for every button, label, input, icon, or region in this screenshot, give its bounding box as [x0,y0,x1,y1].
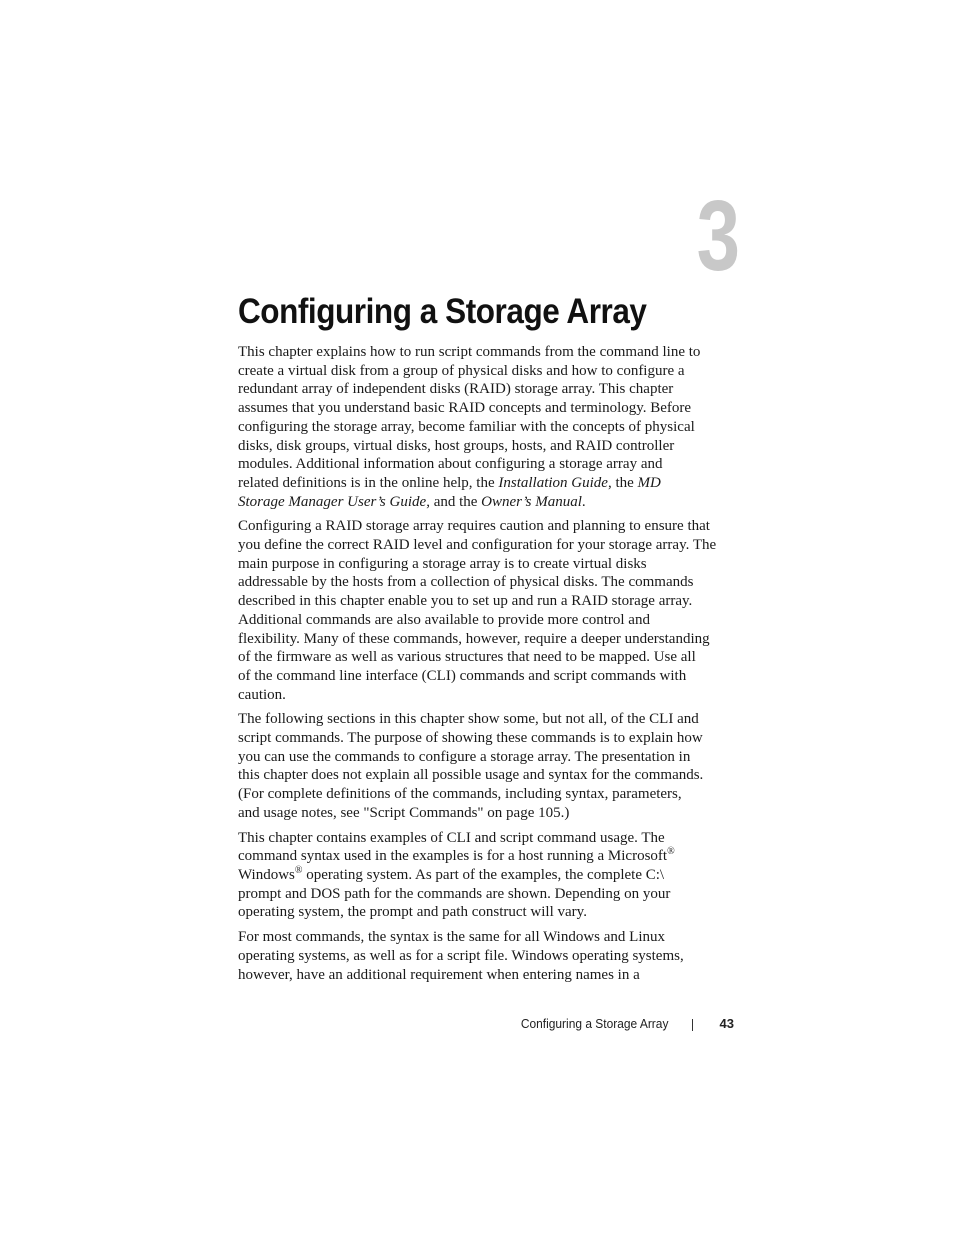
text-run: this chapter does not explain all possible usage and syntax for the commands. [238,767,704,784]
text-run: configuring the storage array, become familiar with the concepts of physical [238,418,695,435]
italic-title: Owner’s Manual [481,493,582,510]
text-line [238,903,738,922]
text-run: prompt and DOS path for the commands are shown. Depending on your [238,885,671,902]
text-run: Configuring a RAID storage array requires caution and planning to ensure that [238,518,710,535]
text-line [238,474,738,493]
text-line [238,667,738,686]
italic-title: MD [637,474,661,491]
text-line [238,573,738,592]
text-line [238,885,738,904]
registered-mark: ® [667,846,675,858]
text-run: main purpose in configuring a storage array is to create virtual disks [238,555,647,572]
text-line [238,517,738,536]
text-run: however, have an additional requirement when entering names in a [238,966,640,983]
text-line [238,592,738,611]
text-run: Windows [238,866,295,883]
text-line [238,785,738,804]
text-run: operating systems, as well as for a script file. Windows operating systems, [238,947,684,964]
text-line [238,437,738,456]
text-line [238,766,738,785]
text-line [238,866,738,885]
text-run: , the [607,474,638,491]
text-run: redundant array of independent disks (RAID) storage array. This chapter [238,381,674,398]
text-run: flexibility. Many of these commands, however, require a deeper understanding [238,630,710,647]
paragraph [238,928,738,984]
text-run: described in this chapter enable you to set up and run a RAID storage array. [238,593,693,610]
text-line [238,536,738,555]
text-line [238,847,738,866]
text-run: For most commands, the syntax is the same for all Windows and Linux [238,929,665,946]
italic-title: Storage Manager User’s Guide [238,493,427,510]
text-run: . [581,493,586,510]
text-run: create a virtual disk from a group of physical disks and how to configure a [238,362,685,379]
text-line [238,418,738,437]
text-run: The following sections in this chapter show some, but not all, of the CLI and [238,711,699,728]
text-run: (For complete definitions of the commands, including syntax, parameters, [238,786,682,803]
registered-mark: ® [294,864,303,876]
text-run: of the firmware as well as various structures that need to be mapped. Use all [238,649,696,666]
text-run: addressable by the hosts from a collection of physical disks. The commands [238,574,694,591]
text-line [238,710,738,729]
text-line [238,729,738,748]
text-line [238,493,738,512]
text-run: operating system. As part of the examples, the complete C:\ [302,866,665,883]
paragraph [238,517,738,704]
footer-chapter-title: Configuring a Storage Array [520,1016,668,1031]
page-number: 43 [719,1016,734,1031]
paragraph [238,710,738,822]
text-line [238,947,738,966]
text-run: Additional commands are also available to provide more control and [238,611,650,628]
text-line [238,611,738,630]
chapter-title: Configuring a Storage Array [238,292,647,331]
text-line [238,829,738,848]
text-run: you can use the commands to configure a storage array. The presentation in [238,748,691,765]
text-run: operating system, the prompt and path construct will vary. [238,904,587,921]
text-line [238,555,738,574]
text-line [238,804,738,823]
footer-separator [692,1019,693,1031]
text-run: related definitions is in the online help, the [238,474,499,491]
text-run: , and the [426,493,482,510]
text-line [238,399,738,418]
text-run: of the command line interface (CLI) commands and script commands with [238,667,687,684]
italic-title: Installation Guide [498,474,608,491]
text-run: caution. [238,686,286,703]
text-line [238,380,738,399]
text-run: assumes that you understand basic RAID concepts and terminology. Before [238,400,692,417]
text-run: disks, disk groups, virtual disks, host groups, hosts, and RAID controller [238,437,675,454]
chapter-number: 3 [696,180,740,292]
text-line [238,455,738,474]
chapter-body [238,343,738,990]
text-line [238,648,738,667]
text-run: and usage notes, see "Script Commands" on page 105.) [238,804,570,821]
text-run: This chapter contains examples of CLI and script command usage. The [238,829,665,846]
text-line [238,630,738,649]
text-run: modules. Additional information about configuring a storage array and [238,456,663,473]
paragraph [238,829,738,923]
text-line [238,362,738,381]
text-run: This chapter explains how to run script commands from the command line to [238,344,701,360]
text-run: you define the correct RAID level and configuration for your storage array. The [238,537,717,554]
text-line [238,966,738,985]
text-run: script commands. The purpose of showing these commands is to explain how [238,730,703,747]
paragraph [238,343,738,511]
text-line [238,928,738,947]
text-line [238,686,738,705]
text-line [238,343,738,362]
text-run: command syntax used in the examples is for a host running a Microsoft [238,848,668,865]
text-line [238,748,738,767]
